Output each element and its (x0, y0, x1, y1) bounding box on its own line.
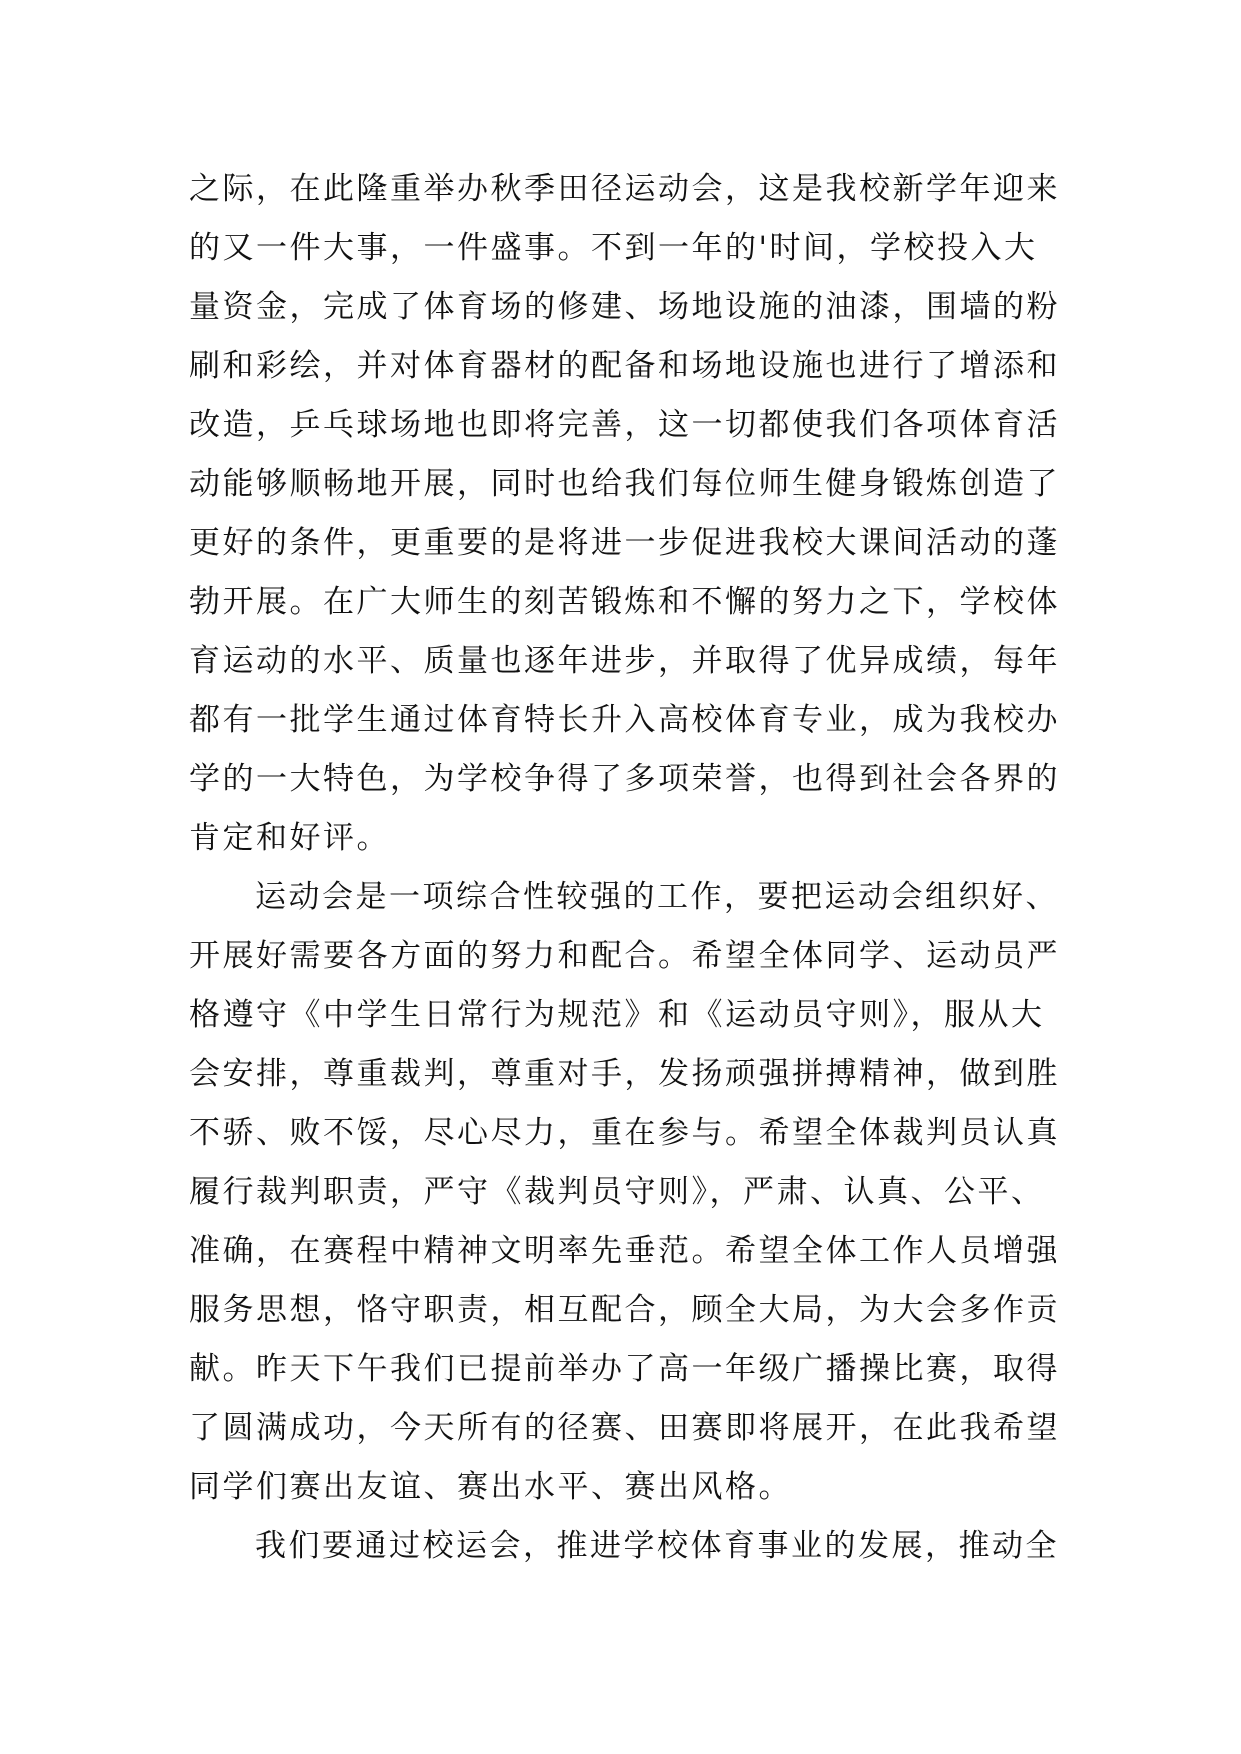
text-line: 准确，在赛程中精神文明率先垂范。希望全体工作人员增强 (189, 1233, 1060, 1269)
text-line: 都有一批学生通过体育特长升入高校体育专业，成为我校办 (189, 702, 1060, 738)
text-line: 的又一件大事，一件盛事。不到一年的'时间，学校投入大 (189, 230, 1038, 266)
text-line: 不骄、败不馁，尽心尽力，重在参与。希望全体裁判员认真 (189, 1115, 1060, 1151)
text-line: 了圆满成功，今天所有的径赛、田赛即将展开，在此我希望 (189, 1410, 1060, 1446)
text-line: 肯定和好评。 (189, 820, 390, 856)
text-line: 勃开展。在广大师生的刻苦锻炼和不懈的努力之下，学校体 (189, 584, 1060, 620)
text-line: 服务思想，恪守职责，相互配合，顾全大局，为大会多作贡 (189, 1292, 1060, 1328)
text-line: 动能够顺畅地开展，同时也给我们每位师生健身锻炼创造了 (189, 466, 1060, 502)
paragraph-first-line: 运动会是一项综合性较强的工作，要把运动会组织好、 (255, 879, 1059, 915)
text-line: 履行裁判职责，严守《裁判员守则》，严肃、认真、公平、 (189, 1174, 1045, 1210)
text-line: 育运动的水平、质量也逐年进步，并取得了优异成绩，每年 (189, 643, 1060, 679)
text-line: 会安排，尊重裁判，尊重对手，发扬顽强拼搏精神，做到胜 (189, 1056, 1060, 1092)
text-line: 献。昨天下午我们已提前举办了高一年级广播操比赛，取得 (189, 1351, 1060, 1387)
text-line: 之际，在此隆重举办秋季田径运动会，这是我校新学年迎来 (189, 171, 1060, 207)
text-line: 开展好需要各方面的努力和配合。希望全体同学、运动员严 (189, 938, 1060, 974)
text-line: 更好的条件，更重要的是将进一步促进我校大课间活动的蓬 (189, 525, 1060, 561)
paragraph-first-line: 我们要通过校运会，推进学校体育事业的发展，推动全 (255, 1528, 1059, 1564)
text-line: 刷和彩绘，并对体育器材的配备和场地设施也进行了增添和 (189, 348, 1060, 384)
text-line: 改造，乒乓球场地也即将完善，这一切都使我们各项体育活 (189, 407, 1060, 443)
text-line: 量资金，完成了体育场的修建、场地设施的油漆，围墙的粉 (189, 289, 1060, 325)
text-line: 学的一大特色，为学校争得了多项荣誉，也得到社会各界的 (189, 761, 1060, 797)
text-line: 格遵守《中学生日常行为规范》和《运动员守则》，服从大 (189, 997, 1045, 1033)
document-body (189, 160, 1069, 1576)
text-line: 同学们赛出友谊、赛出水平、赛出风格。 (189, 1469, 792, 1505)
